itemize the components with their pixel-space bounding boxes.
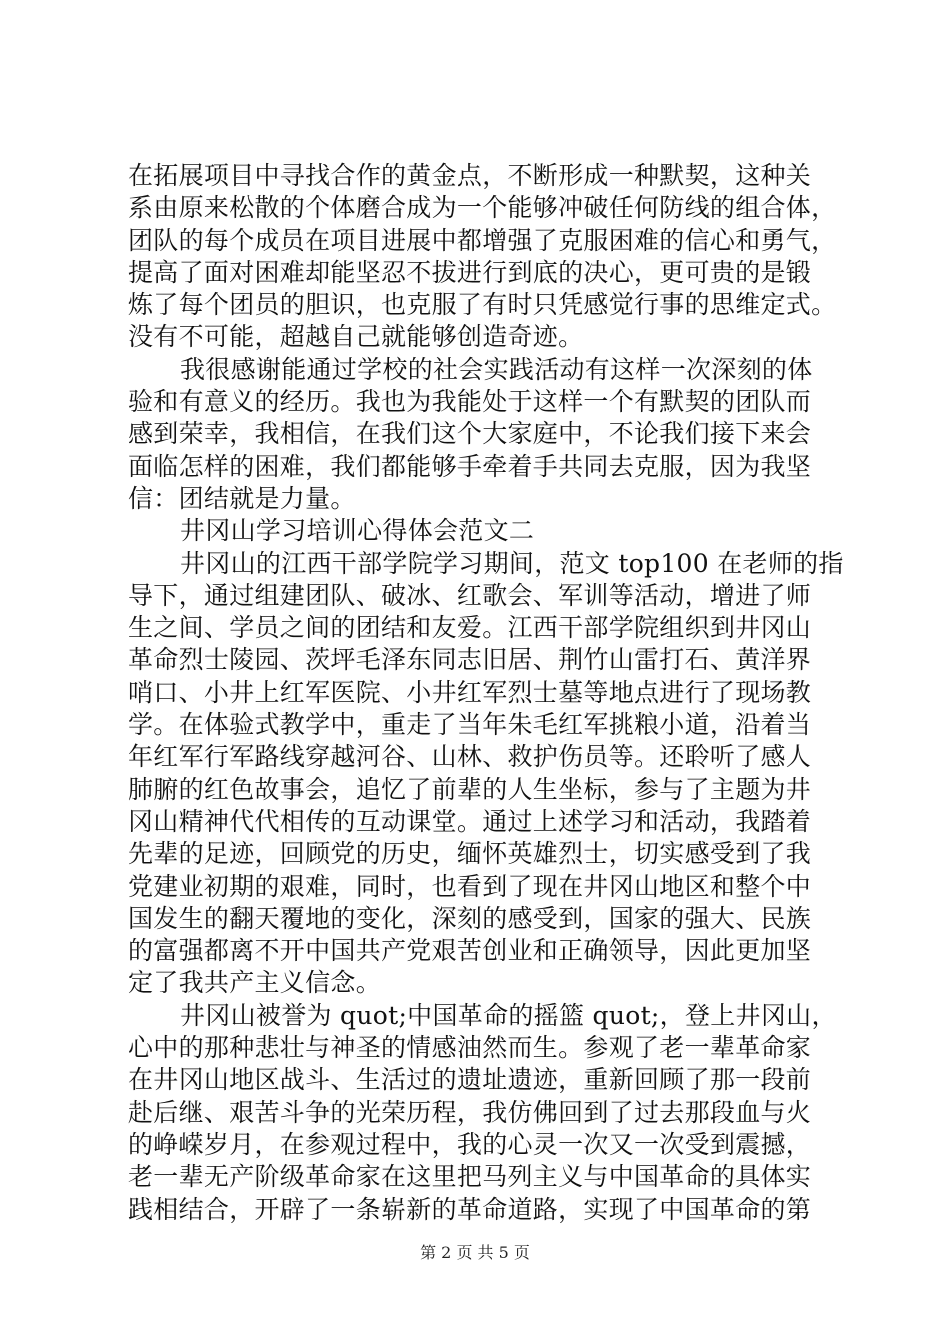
text-line: 面临怎样的困难，我们都能够手牵着手共同去克服，因为我坚	[128, 451, 812, 481]
text-line: 老一辈无产阶级革命家在这里把马列主义与中国革命的具体实	[128, 1162, 812, 1192]
text-line: 炼了每个团员的胆识，也克服了有时只凭感觉行事的思维定式。	[128, 290, 837, 320]
text-line: 党建业初期的艰难，同时，也看到了现在井冈山地区和整个中	[128, 871, 812, 901]
text-line: 团队的每个成员在项目进展中都增强了克服困难的信心和勇气，	[128, 225, 837, 255]
paragraph	[128, 548, 844, 1000]
document-body	[128, 160, 844, 1226]
paragraph	[128, 515, 828, 547]
text-line: 生之间、学员之间的团结和友爱。江西干部学院组织到井冈山	[128, 613, 812, 643]
paragraph	[128, 1000, 837, 1226]
text-line: 在拓展项目中寻找合作的黄金点，不断形成一种默契，这种关	[128, 161, 812, 190]
page-footer: 第 2 页 共 5 页	[420, 1243, 530, 1262]
text-line: 冈山精神代代相传的互动课堂。通过上述学习和活动，我踏着	[128, 806, 812, 836]
text-line: 先辈的足迹，回顾党的历史，缅怀英雄烈士，切实感受到了我	[128, 839, 812, 869]
text-line: 系由原来松散的个体磨合成为一个能够冲破任何防线的组合体，	[128, 193, 837, 223]
text-line: 我很感谢能通过学校的社会实践活动有这样一次深刻的体	[180, 354, 813, 384]
text-line: 践相结合，开辟了一条崭新的革命道路，实现了中国革命的第	[128, 1194, 812, 1224]
text-line: 定了我共产主义信念。	[128, 968, 382, 998]
text-line: 学。在体验式教学中，重走了当年朱毛红军挑粮小道，沿着当	[128, 710, 812, 740]
text-line: 心中的那种悲壮与神圣的情感油然而生。参观了老一辈革命家	[128, 1033, 812, 1063]
text-line: 提高了面对困难却能坚忍不拔进行到底的决心，更可贵的是锻	[128, 257, 812, 287]
text-line: 年红军行军路线穿越河谷、山林、救护伤员等。还聆听了感人	[128, 742, 812, 772]
text-line: 信：团结就是力量。	[128, 483, 356, 513]
text-line: 没有不可能，超越自己就能够创造奇迹。	[128, 322, 584, 352]
text-line: 导下，通过组建团队、破冰、红歌会、军训等活动，增进了师	[128, 580, 812, 610]
text-line: 井冈山的江西干部学院学习期间，范文 top100 在老师的指	[180, 548, 844, 578]
text-line: 赴后继、艰苦斗争的光荣历程，我仿佛回到了过去那段血与火	[128, 1097, 812, 1127]
text-line: 革命烈士陵园、茨坪毛泽东同志旧居、荆竹山雷打石、黄洋界	[128, 645, 812, 675]
text-line: 国发生的翻天覆地的变化，深刻的感受到，国家的强大、民族	[128, 903, 812, 933]
text-line: 的富强都离不开中国共产党艰苦创业和正确领导，因此更加坚	[128, 936, 812, 966]
paragraph	[128, 160, 837, 354]
paragraph	[128, 354, 828, 515]
text-line: 井冈山学习培训心得体会范文二	[180, 516, 535, 546]
text-line: 感到荣幸，我相信，在我们这个大家庭中，不论我们接下来会	[128, 419, 812, 449]
text-line: 哨口、小井上红军医院、小井红军烈士墓等地点进行了现场教	[128, 677, 812, 707]
text-line: 的峥嵘岁月，在参观过程中，我的心灵一次又一次受到震撼，	[128, 1129, 812, 1159]
text-line: 在井冈山地区战斗、生活过的遗址遗迹，重新回顾了那一段前	[128, 1065, 812, 1095]
text-line: 井冈山被誉为 quot;中国革命的摇篮 quot;，登上井冈山，	[180, 1000, 837, 1030]
text-line: 肺腑的红色故事会，追忆了前辈的人生坐标，参与了主题为井	[128, 774, 812, 804]
text-line: 验和有意义的经历。我也为我能处于这样一个有默契的团队而	[128, 387, 812, 417]
